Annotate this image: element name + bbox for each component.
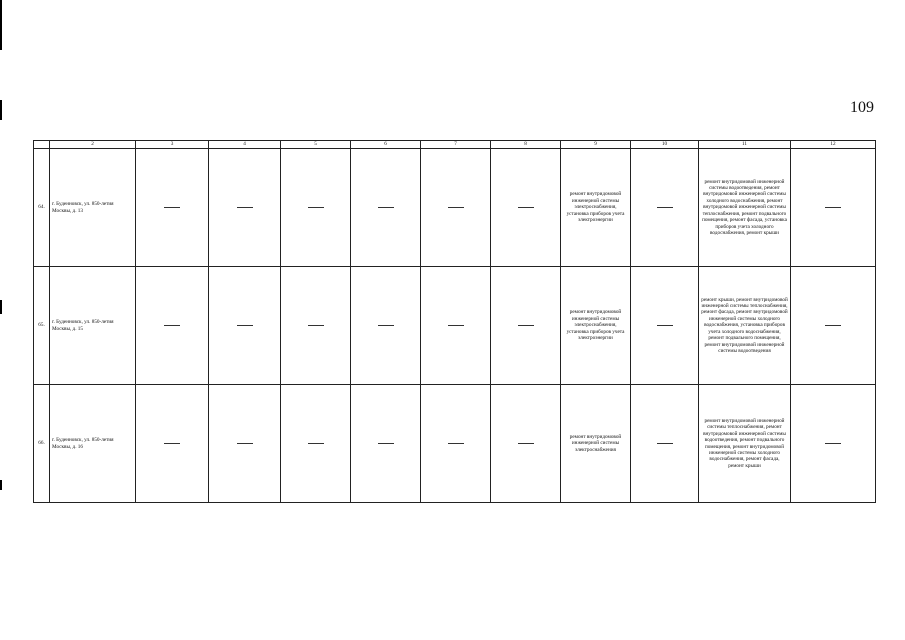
dash-mark — [518, 207, 534, 208]
table-row — [34, 267, 876, 385]
dash-mark — [825, 325, 841, 326]
dash-mark — [448, 325, 464, 326]
dash-mark — [657, 207, 673, 208]
empty-cell — [491, 149, 561, 267]
empty-cell — [209, 385, 281, 503]
empty-cell — [491, 267, 561, 385]
column-header: 10 — [631, 141, 699, 149]
empty-cell — [209, 267, 281, 385]
page-number: 109 — [850, 99, 874, 116]
dash-mark — [378, 443, 394, 444]
empty-cell — [136, 149, 209, 267]
dash-mark — [518, 443, 534, 444]
scan-edge-mark — [0, 100, 2, 120]
empty-cell — [631, 385, 699, 503]
empty-cell — [281, 149, 351, 267]
empty-cell — [351, 149, 421, 267]
dash-mark — [825, 207, 841, 208]
dash-mark — [448, 443, 464, 444]
work-cell-col11: ремонт крыши, ремонт внутридомовой инженерной системы теплоснабжения, ремонт фасада, ремонт внутридомовой инженерной системы холодного водоснабжения, установка приборов учета холодного водоснабжения, ремонт подвального помещения, ремонт внутридомовой инженерной системы водоотведения — [699, 267, 791, 385]
dash-mark — [378, 325, 394, 326]
scan-edge-mark — [0, 300, 2, 314]
work-cell-col11: ремонт внутридомовой инженерной системы теплоснабжения, ремонт внутридомовой инженерной системы водоотведения, ремонт подвального помещения, ремонт внутридомовой инженерной системы холодного водоснабжения, ремонт фасада, ремонт крыши — [699, 385, 791, 503]
work-cell-col9: ремонт внутридомовой инженерной системы электроснабжения, установка приборов учета электроэнергии — [561, 267, 631, 385]
dash-mark — [657, 325, 673, 326]
dash-mark — [518, 325, 534, 326]
work-cell-col11: ремонт внутридомовой инженерной системы водоотведения, ремонт внутридомовой инженерной системы холодного водоснабжения, ремонт внутридомовой инженерной системы теплоснабжения, ремонт подвального помещения, ремонт фасада, установка приборов учета холодного водоснабжения, ремонт крыши — [699, 149, 791, 267]
work-cell-col9: ремонт внутридомовой инженерной системы электроснабжения, установка приборов учета электроэнергии — [561, 149, 631, 267]
table-header-row — [34, 141, 876, 149]
column-header: 7 — [421, 141, 491, 149]
address-cell: г. Буденновск, ул. 850-летия Москвы, д. 13 — [50, 149, 136, 267]
dash-mark — [237, 325, 253, 326]
row-number: 64. — [34, 149, 50, 267]
dash-mark — [237, 207, 253, 208]
empty-cell — [421, 385, 491, 503]
dash-mark — [448, 207, 464, 208]
table-row — [34, 385, 876, 503]
dash-mark — [378, 207, 394, 208]
dash-mark — [237, 443, 253, 444]
empty-cell — [351, 267, 421, 385]
empty-cell — [791, 267, 876, 385]
dash-mark — [308, 207, 324, 208]
column-header: 2 — [50, 141, 136, 149]
column-header: 5 — [281, 141, 351, 149]
column-header: 4 — [209, 141, 281, 149]
dash-mark — [308, 443, 324, 444]
column-header: 12 — [791, 141, 876, 149]
dash-mark — [164, 325, 180, 326]
column-header: 11 — [699, 141, 791, 149]
empty-cell — [421, 149, 491, 267]
empty-cell — [209, 149, 281, 267]
dash-mark — [164, 443, 180, 444]
scan-edge-mark — [0, 480, 2, 490]
column-header: 8 — [491, 141, 561, 149]
empty-cell — [421, 267, 491, 385]
empty-cell — [351, 385, 421, 503]
empty-cell — [136, 385, 209, 503]
dash-mark — [825, 443, 841, 444]
dash-mark — [164, 207, 180, 208]
row-number: 65. — [34, 267, 50, 385]
work-cell-col9: ремонт внутридомовой инженерной системы электроснабжения — [561, 385, 631, 503]
dash-mark — [657, 443, 673, 444]
column-header: 3 — [136, 141, 209, 149]
column-header: 6 — [351, 141, 421, 149]
row-number: 66. — [34, 385, 50, 503]
empty-cell — [631, 267, 699, 385]
empty-cell — [136, 267, 209, 385]
document-table — [33, 140, 876, 503]
empty-cell — [631, 149, 699, 267]
empty-cell — [491, 385, 561, 503]
table-row — [34, 149, 876, 267]
column-header: 9 — [561, 141, 631, 149]
empty-cell — [281, 385, 351, 503]
empty-cell — [791, 149, 876, 267]
empty-cell — [281, 267, 351, 385]
dash-mark — [308, 325, 324, 326]
address-cell: г. Буденновск, ул. 850-летия Москвы, д. 15 — [50, 267, 136, 385]
address-cell: г. Буденновск, ул. 850-летия Москвы, д. 16 — [50, 385, 136, 503]
scan-edge-mark — [0, 0, 2, 50]
column-header — [34, 141, 50, 149]
empty-cell — [791, 385, 876, 503]
